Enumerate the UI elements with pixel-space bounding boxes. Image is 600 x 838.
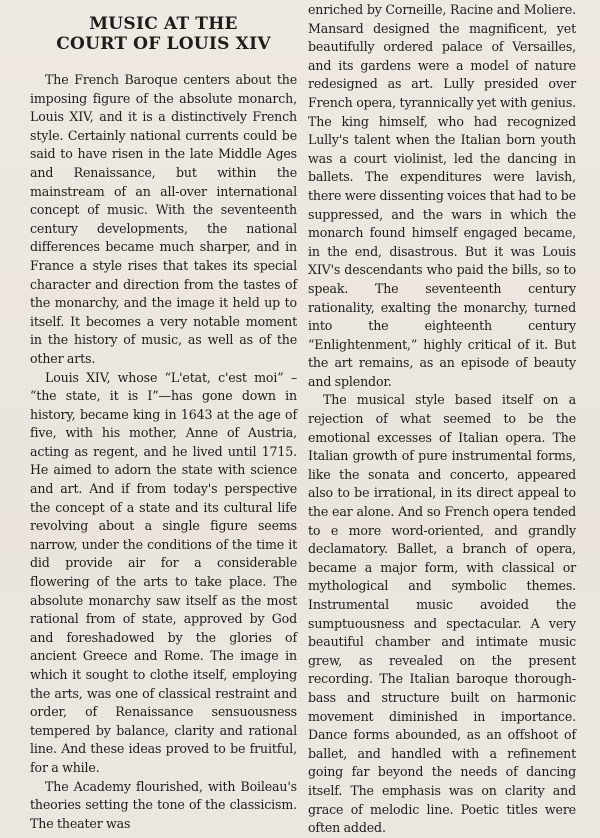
article-title	[30, 14, 297, 54]
paragraph-louis-xiv: Louis XIV, whose “L'etat, c'est moi” – “the state, it is I”—has gone down in history, became king in 1643 at the age of five, with his mother, Anne of Austria, acting as regent, and he lived until 1715. He aimed to adorn the state with science and art. And if from today's perspective the concept of a state and its cultural life revolving about a single figure seems narrow, under the conditions of the time it did provide air for a considerable flowering of the arts to take place. The absolute monarchy saw itself as the most rational from of state, approved by God and foreshadowed by the glories of ancient Greece and Rome. The image in which it sought to clothe itself, employing the arts, was one of classical restraint and order, of Renaissance sensuousness tempered by balance, clarity and rational line. And these ideas proved to be fruitful, for a while.	[30, 369, 297, 775]
right-column	[308, 0, 576, 838]
paragraph-french-baroque: The French Baroque centers about the imposing figure of the absolute monarch, Louis XIV, and it is a distinctively French style. Certainly national currents could be said to have risen in the late Middle Ages and Renaissance, but within the mainstream of an all-over international concept of music. With the seventeenth century developments, the national differences became much sharper, and in France a style rises that takes its special character and direction from the tastes of the monarchy, and the image it held up to itself. It becomes a very notable moment in the history of music, as well as of the other arts.	[30, 72, 297, 366]
paragraph-continued: enriched by Corneille, Racine and Moliere. Mansard designed the magnificent, yet beautifully ordered palace of Versailles, and its gardens were a model of nature redesigned as art. Lully presided over French opera, tyrannically yet with genius. The king himself, who had recognized Lully's talent when the Italian born youth was a court violinist, led the dancing in ballets. The expenditures were lavish, there were dissenting voices that had to be suppressed, and the wars in which the monarch found himself engaged became, in the end, disastrous. But it was Louis XIV's descendants who paid the bills, so to speak. The seventeenth century rationality, exalting the monarchy, turned into the eighteenth century “Enlightenment,” highly critical of it. But the art remains, as an episode of beauty and splendor.	[308, 2, 576, 389]
paragraph-musical-style: The musical style based itself on a rejection of what seemed to be the emotional excesses of Italian opera. The Italian growth of pure instrumental forms, like the sonata and concerto, appeared also to be irrational, in its direct appeal to the ear alone. And so French opera tended to e more word-oriented, and grandly declamatory. Ballet, a branch of opera, became a major form, with classical or mythological and symbolic themes. Instrumental music avoided the sumptuousness and spectacular. A very beautiful chamber and intimate music grew, as revealed on the present recording. The Italian baroque thorough-bass and structure built on harmonic movement diminished in importance. Dance forms abounded, as an offshoot of ballet, and handled with a refinement going far beyond the needs of dancing itself. The emphasis was on clarity and grace of melodic line. Poetic titles were often added.	[308, 392, 576, 836]
title-line-1: MUSIC AT THE	[89, 14, 238, 34]
left-column	[30, 0, 297, 833]
paragraph-academy: The Academy flourished, with Boileau's theories setting the tone of the classicism. The theater was	[30, 778, 297, 831]
title-line-2: COURT OF LOUIS XIV	[56, 34, 271, 54]
